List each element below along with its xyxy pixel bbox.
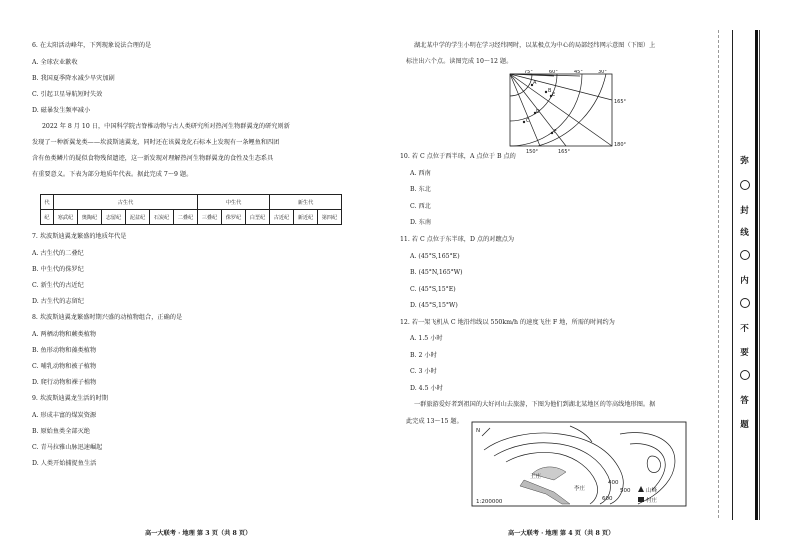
map2-village2-label: 李庄: [574, 486, 586, 492]
contour-label: 400: [608, 480, 619, 486]
q9-option-d: D. 人类开始捕捉鱼生活: [32, 460, 97, 467]
period-cell: 志留纪: [102, 210, 126, 225]
q7-option-a: A. 古生代的二叠纪: [32, 250, 84, 257]
map2-scale: 1:200000: [476, 499, 503, 505]
q10-option-a: A. 西南: [410, 170, 431, 177]
question-8-stem: 8. 坎波斯迪翼龙繁盛时期兴盛的动植物组合，正确的是: [32, 314, 183, 321]
intro2-line-2: 此完成 13～15 题。: [406, 418, 463, 425]
map1-point-c: C: [526, 118, 530, 124]
table-row-periods: [41, 210, 342, 225]
geologic-time-table: [40, 194, 342, 225]
q6-option-a: A. 全球农业歉收: [32, 59, 78, 66]
map1-top-label: 30°: [598, 70, 607, 75]
period-cell: 奥陶纪: [78, 210, 102, 225]
period-cell: 侏罗纪: [222, 210, 246, 225]
q12-option-a: A. 1.5 小时: [410, 335, 443, 342]
question-9-stem: 9. 坎波斯迪翼龙生活的时期: [32, 395, 108, 402]
q10-option-c: C. 西北: [410, 203, 431, 210]
legend-mountain-label: 山峰: [646, 488, 658, 494]
period-cell: 三叠纪: [198, 210, 222, 225]
footer-page-3: 高一大联考 · 地理 第 3 页（共 8 页）: [145, 530, 252, 537]
map1-point-a: A: [533, 80, 537, 86]
footer-page-4: 高一大联考 · 地理 第 4 页（共 8 页）: [508, 530, 615, 537]
map1-right-label: 165°: [614, 99, 627, 105]
period-cell: 第四纪: [318, 210, 342, 225]
era-paleozoic: 古生代: [54, 195, 198, 210]
period-cell: 石炭纪: [150, 210, 174, 225]
q12-option-b: B. 2 小时: [410, 352, 437, 359]
q12-option-d: D. 4.5 小时: [410, 385, 443, 392]
binding-circle-icon: [738, 180, 751, 190]
question-11-stem: 11. 若 C 点位于东半球，D 点的对蹠点为: [400, 236, 515, 243]
era-cenozoic: 新生代: [270, 195, 342, 210]
map2-village-label: 王庄: [530, 474, 542, 480]
q12-option-c: C. 3 小时: [410, 368, 437, 375]
intro2-line-1: 一群旅游爱好者到祖国的大好河山去旅游，下图为他们到湖北某地区的等高线地形图。据: [414, 401, 656, 408]
binding-circle-icon: [738, 250, 751, 260]
map1-right-label: 180°: [614, 142, 627, 148]
intro-line-2: 标注出六个点。读图完成 10～12 题。: [406, 58, 513, 65]
passage-line-2: 发现了一种新翼龙类——坎波斯迪翼龙，同时还在该翼龙化石标本上发现有一条鲤鱼和四团: [32, 139, 280, 146]
q6-option-c: C. 引起卫星导航短时失效: [32, 91, 103, 98]
q8-option-d: D. 爬行动物和裸子植物: [32, 379, 97, 386]
map1-top-label: 45°: [574, 70, 583, 75]
binding-circle-icon: [738, 370, 751, 380]
table-header-era: 代: [41, 195, 54, 210]
binding-label: 内: [740, 276, 749, 286]
binding-label: 弥: [740, 156, 749, 166]
q11-option-d: D. (45°S,15°W): [410, 302, 458, 309]
q11-option-a: A. (45°S,165°E): [410, 253, 460, 260]
map1-top-label: 75°: [524, 70, 533, 75]
passage-line-3: 含有鱼类鳞片的疑似食物残留遗迹，这一新发现对理解热河生物群翼龙的食性及生态系具: [32, 155, 274, 162]
binding-label: 题: [740, 420, 749, 430]
binding-label: 不: [740, 324, 749, 334]
q9-option-c: C. 青马拉雅山脉迅速崛起: [32, 444, 103, 451]
map1-top-label: 60°: [549, 70, 558, 75]
binding-edge: [759, 30, 771, 520]
question-12-stem: 12. 若一架飞机从 C 地沿纬线以 550km/h 的速度飞往 F 地，所需的时间约为: [400, 319, 615, 326]
q7-option-d: D. 古生代的志留纪: [32, 298, 84, 305]
q10-option-d: D. 东南: [410, 219, 432, 226]
question-7-stem: 7. 坎波斯迪翼龙繁盛的地质年代是: [32, 233, 127, 240]
q9-option-b: B. 原始鱼类全部灭绝: [32, 428, 90, 435]
binding-label: 要: [740, 348, 749, 358]
q9-option-a: A. 形成丰富的煤炭资源: [32, 412, 97, 419]
q11-option-c: C. (45°S,15°E): [410, 286, 456, 293]
binding-label: 答: [740, 396, 749, 406]
q8-option-c: C. 哺乳动物和被子植物: [32, 363, 97, 370]
q7-option-b: B. 中生代的侏罗纪: [32, 266, 84, 273]
fold-line: [718, 30, 719, 518]
period-cell: 白垩纪: [246, 210, 270, 225]
map1-point-e: E: [552, 92, 556, 98]
question-6-stem: 6. 在太阳活动峰年，下列现象说法合理的是: [32, 42, 152, 49]
period-cell: 古近纪: [270, 210, 294, 225]
polar-grid-map: [502, 70, 632, 154]
binding-strip: [732, 30, 758, 520]
q10-option-b: B. 东北: [410, 186, 431, 193]
q6-option-d: D. 磁暴发生频率减小: [32, 107, 91, 114]
period-cell: 寒武纪: [54, 210, 78, 225]
map1-bottom-label: 165°: [558, 149, 571, 154]
table-header-period: 纪: [41, 210, 54, 225]
binding-label: 封: [740, 206, 749, 216]
intro-line-1: 湖北某中学的学生小明在学习经纬网时，以某极点为中心的局部经纬网示意图（下图）上: [414, 42, 656, 49]
period-cell: 新近纪: [294, 210, 318, 225]
binding-label: 线: [740, 228, 749, 238]
map1-point-d: D: [536, 109, 540, 115]
q8-option-a: A. 两栖动物和蕨类植物: [32, 331, 97, 338]
legend-village-label: 村庄: [646, 498, 658, 504]
map1-bottom-label: 150°: [526, 149, 539, 154]
village-icon: [638, 497, 644, 502]
contour-map: [470, 420, 688, 508]
period-cell: 二叠纪: [174, 210, 198, 225]
north-arrow-label: N: [476, 428, 481, 434]
contour-label: 600: [602, 496, 613, 502]
passage-line-4: 有重要意义。下表为部分地质年代表。据此完成 7～9 题。: [32, 171, 193, 178]
passage-line-1: 2022 年 8 月 10 日，中国科学院古脊椎动物与古人类研究所对热河生物群翼龙的研究则新: [42, 123, 290, 130]
binding-circle-icon: [738, 298, 751, 308]
era-mesozoic: 中生代: [198, 195, 270, 210]
q6-option-b: B. 我国夏季降水减少旱灾加剧: [32, 75, 115, 82]
q8-option-b: B. 鱼形动物和藻类植物: [32, 347, 97, 354]
q7-option-c: C. 新生代的古近纪: [32, 282, 84, 289]
q11-option-b: B. (45°N,165°W): [410, 269, 463, 276]
map1-point-f: F: [554, 129, 557, 135]
question-10-stem: 10. 若 C 点位于西半球，A 点位于 B 点的: [400, 153, 516, 160]
contour-label: 500: [620, 488, 631, 494]
table-row-eras: [41, 195, 342, 210]
map1-point-b: B: [548, 88, 552, 94]
period-cell: 泥盆纪: [126, 210, 150, 225]
